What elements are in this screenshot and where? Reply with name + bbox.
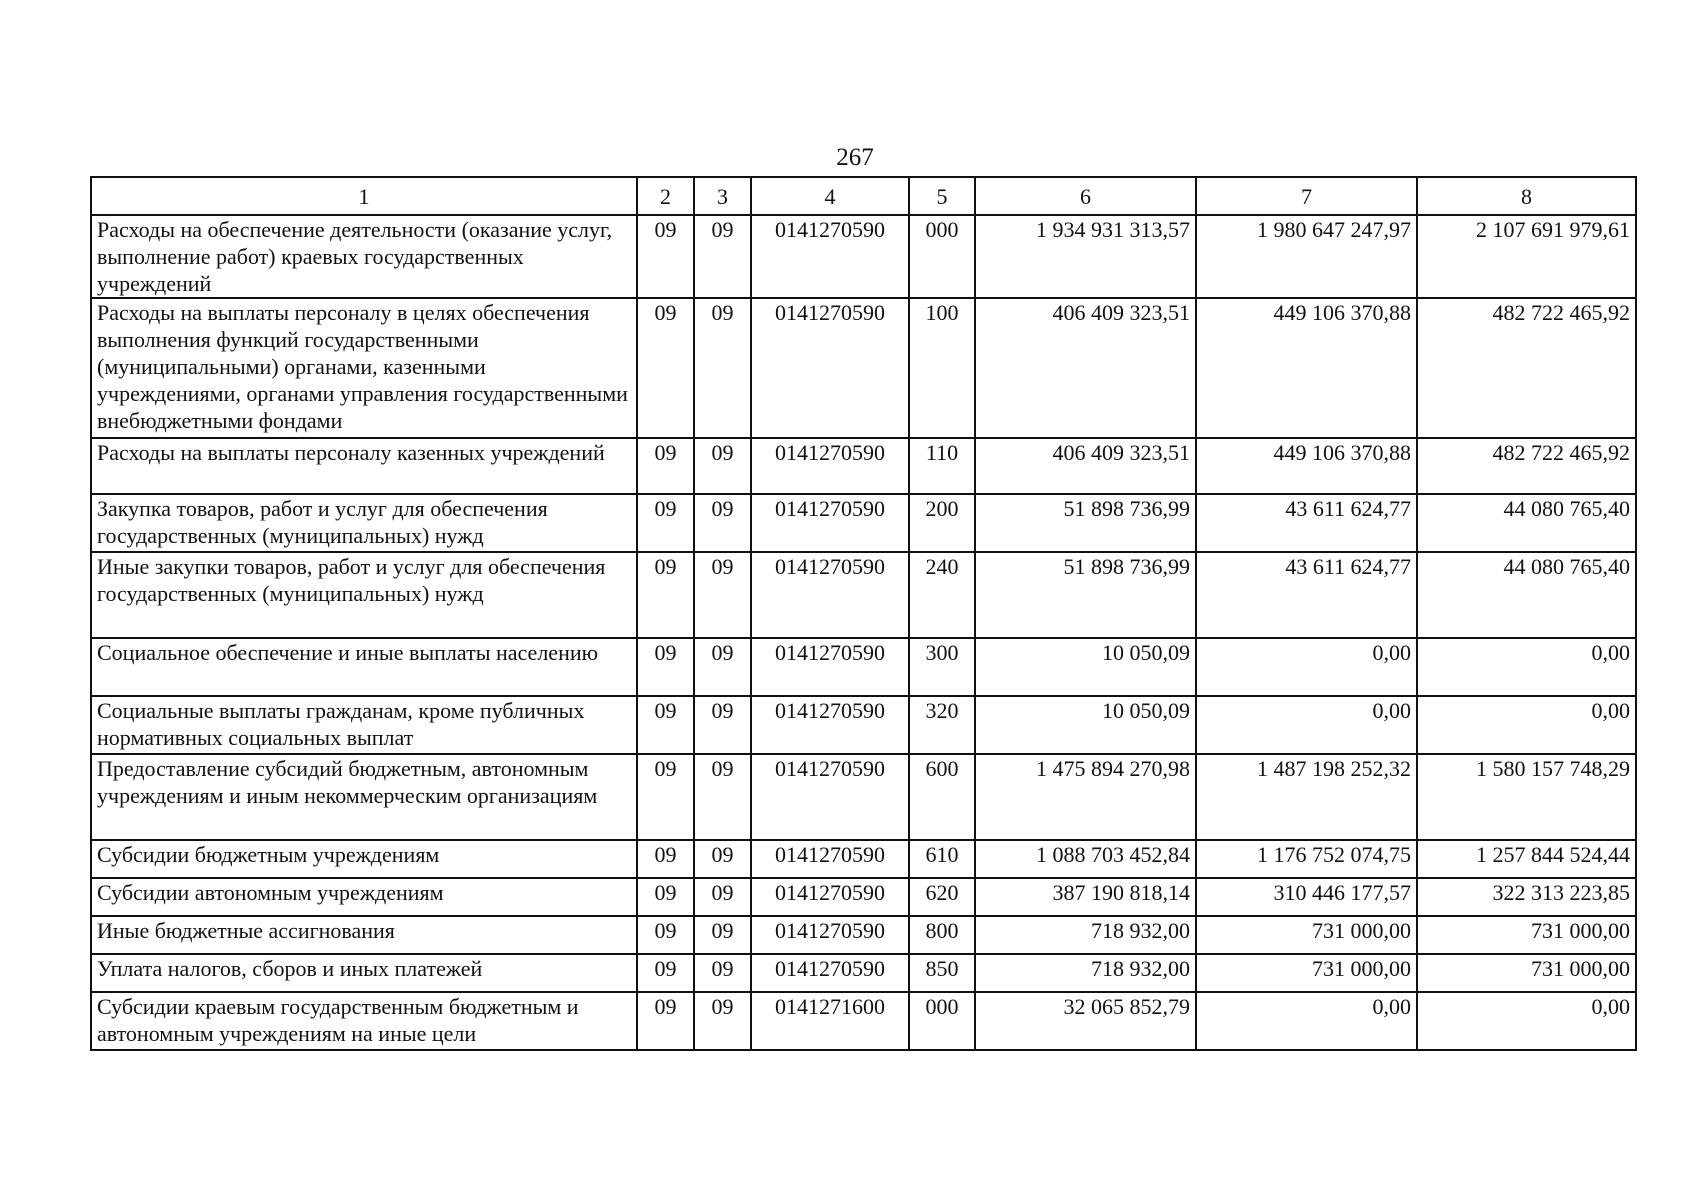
row-code-3: 09 — [694, 878, 751, 916]
row-value-8: 1 257 844 524,44 — [1417, 840, 1636, 878]
row-value-7: 449 106 370,88 — [1196, 298, 1417, 438]
row-value-7: 731 000,00 — [1196, 954, 1417, 992]
table-row — [91, 916, 1636, 954]
row-value-8: 0,00 — [1417, 638, 1636, 696]
row-code-3: 09 — [694, 215, 751, 298]
row-code-5: 000 — [909, 992, 975, 1050]
row-code-5: 300 — [909, 638, 975, 696]
row-code-4: 0141270590 — [751, 438, 909, 494]
row-value-6: 387 190 818,14 — [975, 878, 1196, 916]
row-value-7: 449 106 370,88 — [1196, 438, 1417, 494]
row-value-7: 0,00 — [1196, 638, 1417, 696]
row-code-4: 0141270590 — [751, 916, 909, 954]
row-code-4: 0141270590 — [751, 754, 909, 840]
row-value-6: 718 932,00 — [975, 954, 1196, 992]
row-code-3: 09 — [694, 954, 751, 992]
row-code-2: 09 — [637, 992, 694, 1050]
table-row — [91, 696, 1636, 754]
row-code-5: 000 — [909, 215, 975, 298]
row-value-7: 43 611 624,77 — [1196, 494, 1417, 552]
row-code-2: 09 — [637, 754, 694, 840]
row-value-8: 482 722 465,92 — [1417, 438, 1636, 494]
row-value-6: 51 898 736,99 — [975, 494, 1196, 552]
row-code-3: 09 — [694, 638, 751, 696]
row-value-7: 1 487 198 252,32 — [1196, 754, 1417, 840]
row-value-8: 322 313 223,85 — [1417, 878, 1636, 916]
row-value-8: 1 580 157 748,29 — [1417, 754, 1636, 840]
table-row — [91, 754, 1636, 840]
row-code-4: 0141270590 — [751, 840, 909, 878]
row-value-7: 43 611 624,77 — [1196, 552, 1417, 638]
row-code-5: 200 — [909, 494, 975, 552]
table-row — [91, 215, 1636, 298]
column-header: 5 — [909, 177, 975, 215]
row-value-6: 406 409 323,51 — [975, 438, 1196, 494]
table-row — [91, 438, 1636, 494]
row-value-6: 32 065 852,79 — [975, 992, 1196, 1050]
row-code-4: 0141270590 — [751, 298, 909, 438]
row-code-5: 800 — [909, 916, 975, 954]
row-code-3: 09 — [694, 552, 751, 638]
row-code-3: 09 — [694, 840, 751, 878]
row-value-8: 44 080 765,40 — [1417, 494, 1636, 552]
row-code-4: 0141271600 — [751, 992, 909, 1050]
row-value-6: 718 932,00 — [975, 916, 1196, 954]
row-code-3: 09 — [694, 438, 751, 494]
row-code-2: 09 — [637, 878, 694, 916]
table-row — [91, 954, 1636, 992]
row-code-3: 09 — [694, 754, 751, 840]
row-code-2: 09 — [637, 916, 694, 954]
row-value-7: 1 176 752 074,75 — [1196, 840, 1417, 878]
row-code-5: 320 — [909, 696, 975, 754]
table-row — [91, 638, 1636, 696]
table-row — [91, 840, 1636, 878]
column-header: 3 — [694, 177, 751, 215]
row-value-8: 0,00 — [1417, 992, 1636, 1050]
row-code-5: 240 — [909, 552, 975, 638]
row-description: Предоставление субсидий бюджетным, автономным учреждениям и иным некоммерческим организациям — [91, 754, 637, 840]
row-value-8: 44 080 765,40 — [1417, 552, 1636, 638]
table-row — [91, 298, 1636, 438]
row-description: Социальное обеспечение и иные выплаты населению — [91, 638, 637, 696]
row-code-2: 09 — [637, 840, 694, 878]
row-code-5: 100 — [909, 298, 975, 438]
row-code-2: 09 — [637, 494, 694, 552]
row-value-7: 0,00 — [1196, 696, 1417, 754]
row-value-6: 51 898 736,99 — [975, 552, 1196, 638]
row-value-8: 731 000,00 — [1417, 916, 1636, 954]
budget-table — [90, 176, 1637, 1051]
row-code-3: 09 — [694, 916, 751, 954]
row-code-5: 600 — [909, 754, 975, 840]
row-description: Уплата налогов, сборов и иных платежей — [91, 954, 637, 992]
row-code-3: 09 — [694, 992, 751, 1050]
row-value-6: 406 409 323,51 — [975, 298, 1196, 438]
column-header: 6 — [975, 177, 1196, 215]
row-value-8: 482 722 465,92 — [1417, 298, 1636, 438]
row-description: Социальные выплаты гражданам, кроме публичных нормативных социальных выплат — [91, 696, 637, 754]
row-value-7: 310 446 177,57 — [1196, 878, 1417, 916]
row-code-5: 850 — [909, 954, 975, 992]
row-description: Иные бюджетные ассигнования — [91, 916, 637, 954]
column-header: 2 — [637, 177, 694, 215]
table-row — [91, 878, 1636, 916]
row-value-6: 10 050,09 — [975, 696, 1196, 754]
row-code-5: 610 — [909, 840, 975, 878]
header-row — [91, 177, 1636, 215]
row-code-4: 0141270590 — [751, 638, 909, 696]
row-code-4: 0141270590 — [751, 954, 909, 992]
row-code-2: 09 — [637, 298, 694, 438]
column-header: 1 — [91, 177, 637, 215]
row-code-3: 09 — [694, 494, 751, 552]
page-number: 267 — [836, 144, 874, 171]
row-description: Субсидии бюджетным учреждениям — [91, 840, 637, 878]
row-code-4: 0141270590 — [751, 494, 909, 552]
row-value-8: 2 107 691 979,61 — [1417, 215, 1636, 298]
row-description: Субсидии краевым государственным бюджетным и автономным учреждениям на иные цели — [91, 992, 637, 1050]
row-value-6: 1 934 931 313,57 — [975, 215, 1196, 298]
row-code-2: 09 — [637, 215, 694, 298]
row-code-5: 110 — [909, 438, 975, 494]
row-code-5: 620 — [909, 878, 975, 916]
row-description: Расходы на обеспечение деятельности (оказание услуг, выполнение работ) краевых государственных учреждений — [91, 215, 637, 298]
row-description: Субсидии автономным учреждениям — [91, 878, 637, 916]
row-code-2: 09 — [637, 552, 694, 638]
row-code-2: 09 — [637, 954, 694, 992]
row-value-8: 731 000,00 — [1417, 954, 1636, 992]
row-description: Закупка товаров, работ и услуг для обеспечения государственных (муниципальных) нужд — [91, 494, 637, 552]
row-code-3: 09 — [694, 696, 751, 754]
row-value-8: 0,00 — [1417, 696, 1636, 754]
row-code-4: 0141270590 — [751, 215, 909, 298]
row-value-6: 1 088 703 452,84 — [975, 840, 1196, 878]
row-value-6: 10 050,09 — [975, 638, 1196, 696]
row-value-7: 731 000,00 — [1196, 916, 1417, 954]
row-code-3: 09 — [694, 298, 751, 438]
row-code-4: 0141270590 — [751, 552, 909, 638]
row-value-7: 1 980 647 247,97 — [1196, 215, 1417, 298]
column-header: 4 — [751, 177, 909, 215]
row-code-2: 09 — [637, 696, 694, 754]
row-description: Расходы на выплаты персоналу казенных учреждений — [91, 438, 637, 494]
row-description: Иные закупки товаров, работ и услуг для обеспечения государственных (муниципальных) нужд — [91, 552, 637, 638]
row-code-4: 0141270590 — [751, 696, 909, 754]
row-code-2: 09 — [637, 638, 694, 696]
row-code-4: 0141270590 — [751, 878, 909, 916]
table-row — [91, 992, 1636, 1050]
table-row — [91, 552, 1636, 638]
row-value-7: 0,00 — [1196, 992, 1417, 1050]
column-header: 7 — [1196, 177, 1417, 215]
row-value-6: 1 475 894 270,98 — [975, 754, 1196, 840]
table-row — [91, 494, 1636, 552]
row-description: Расходы на выплаты персоналу в целях обеспечения выполнения функций государственными (муниципальными) органами, казенными учреждениями, органами управления государственными внебюджетными фондами — [91, 298, 637, 438]
column-header: 8 — [1417, 177, 1636, 215]
row-code-2: 09 — [637, 438, 694, 494]
